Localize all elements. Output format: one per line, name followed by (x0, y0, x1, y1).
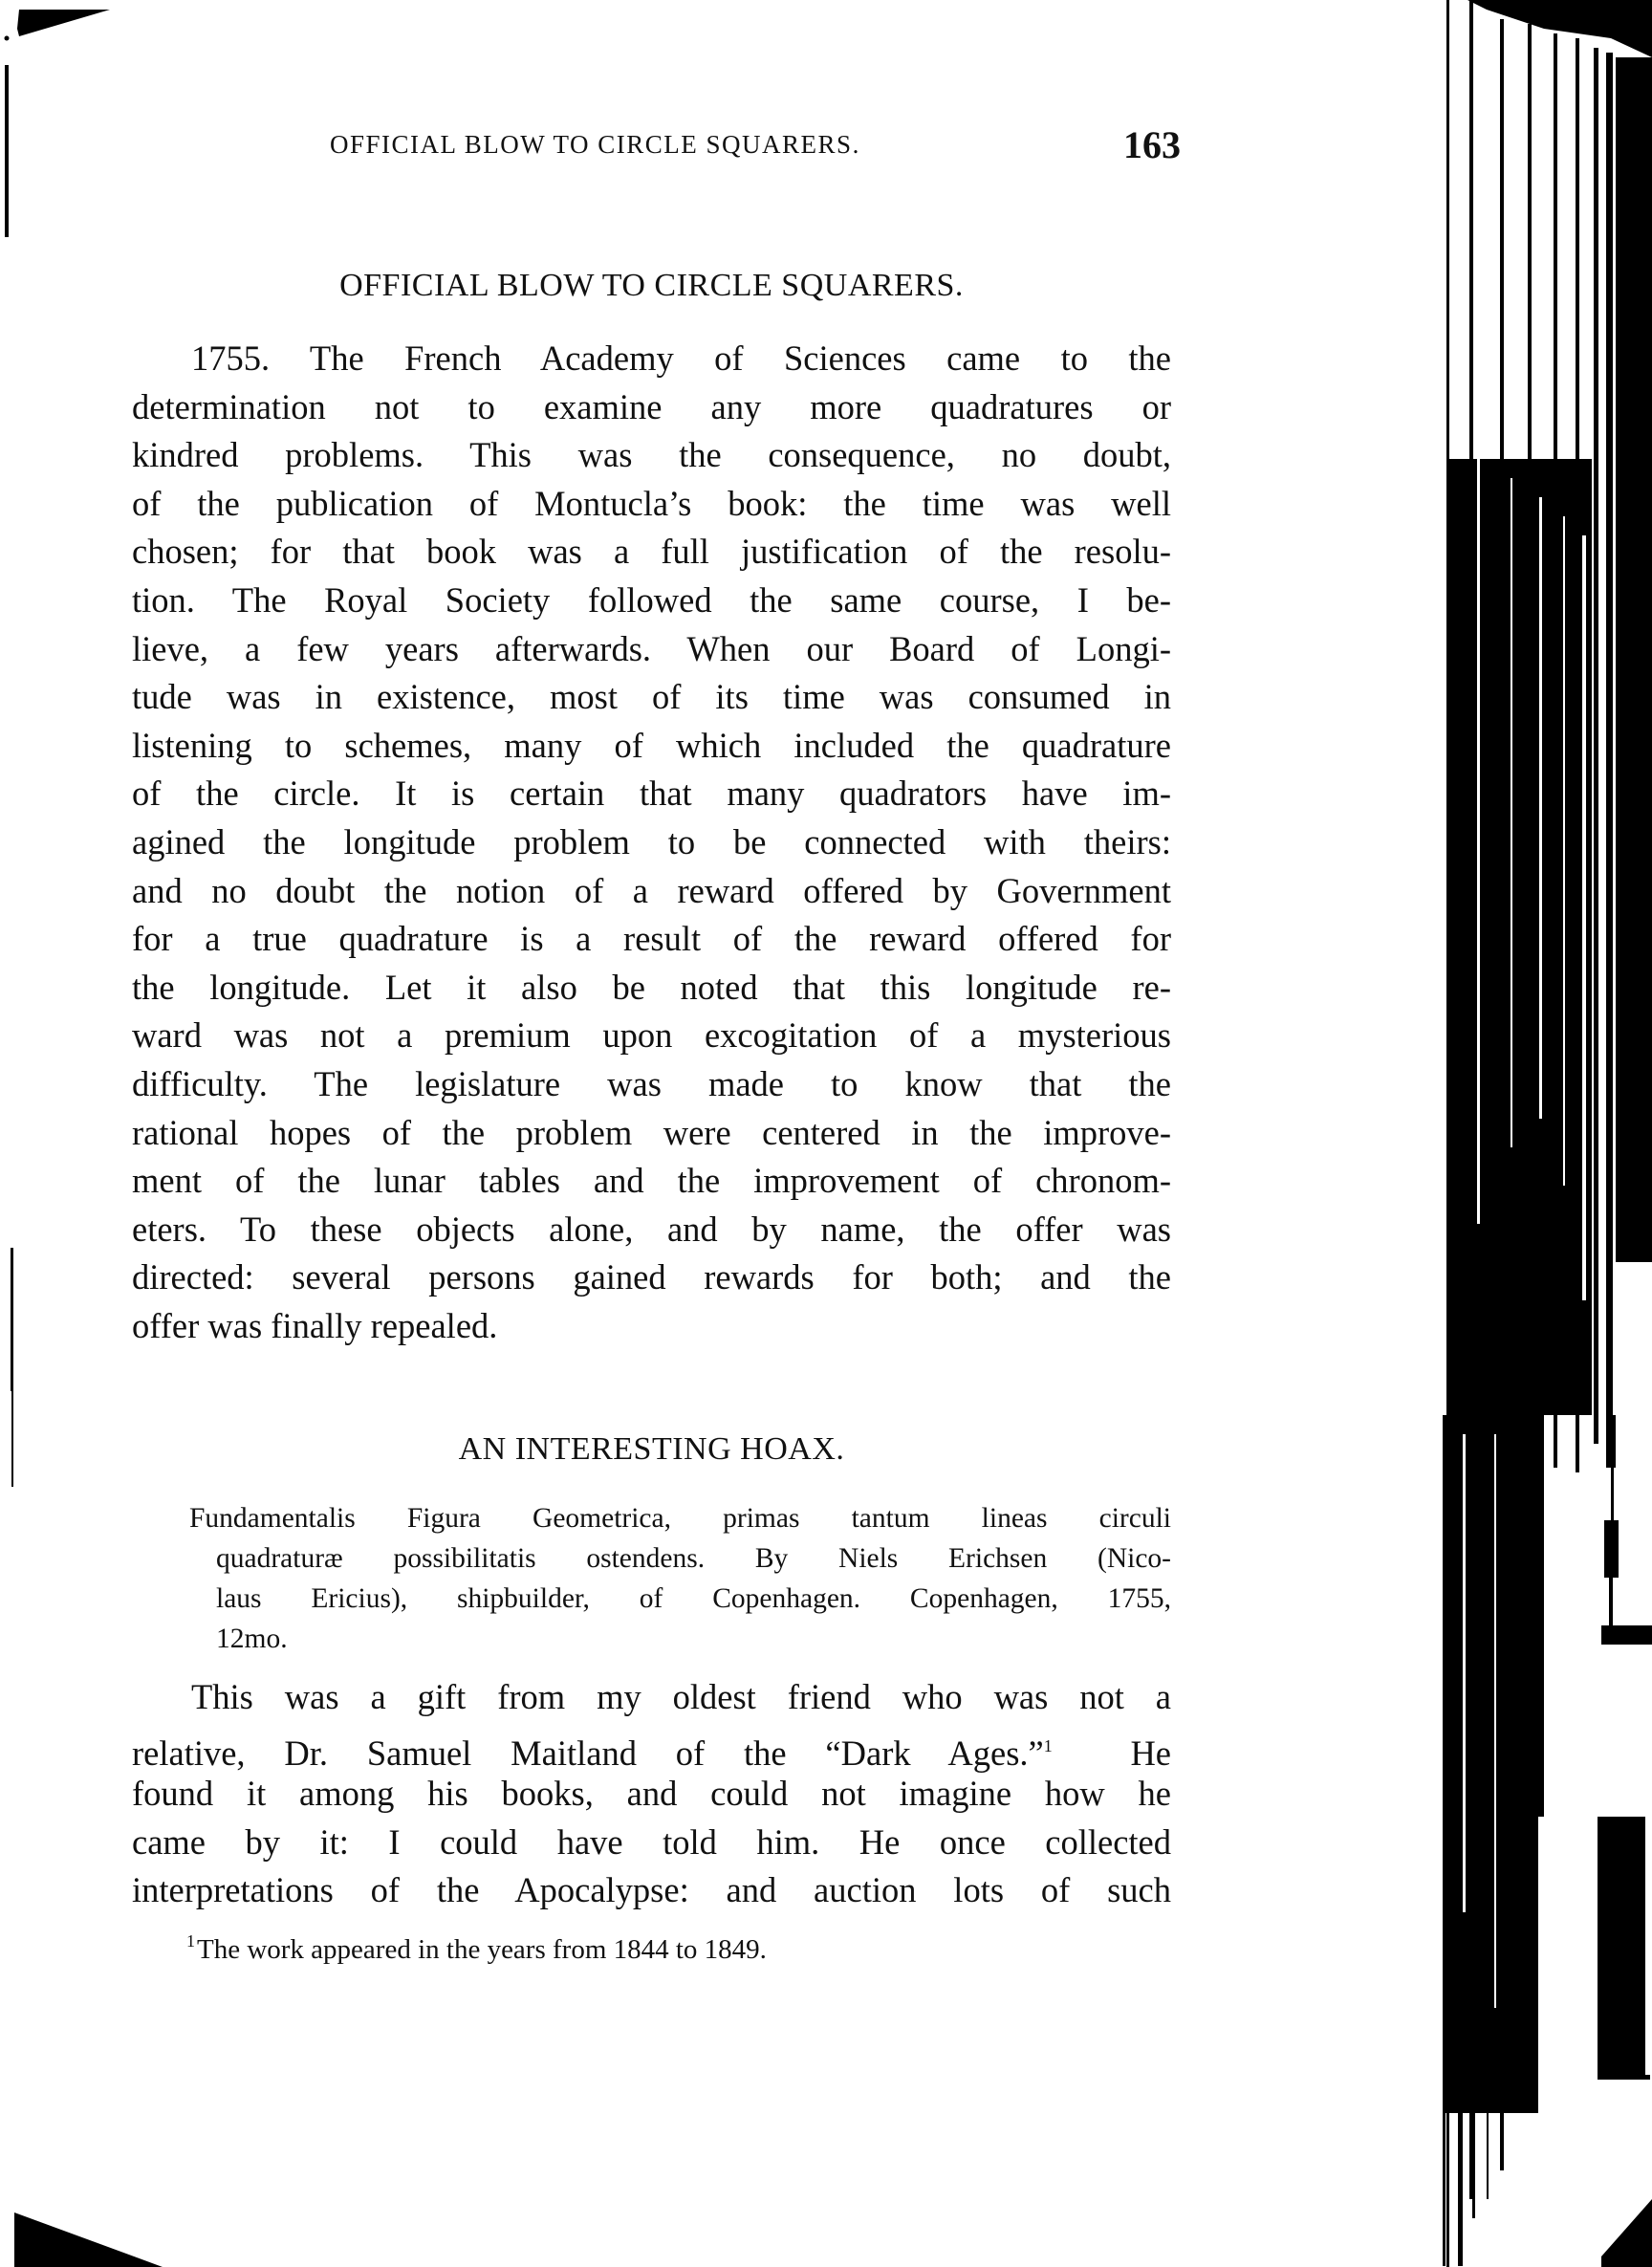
text-line: kindred problems. This was the consequence, no doubt, (132, 435, 1171, 475)
text-line: This was a gift from my oldest friend who was not a (191, 1677, 1171, 1716)
text-line: rational hopes of the problem were centered in the improve- (132, 1112, 1171, 1152)
text-line: 1755. The French Academy of Sciences came to the (191, 338, 1171, 378)
scan-left-edge-line (11, 1391, 13, 1487)
text-line: offer was finally repealed. (132, 1305, 498, 1345)
text-line: tion. The Royal Society followed the same course, I be- (132, 579, 1171, 620)
text-line: interpretations of the Apocalypse: and auction lots of such (132, 1870, 1171, 1910)
text-line: the longitude. Let it also be noted that this longitude re- (132, 967, 1171, 1007)
footnote-text: The work appeared in the years from 1844 to 1849. (197, 1934, 767, 1965)
biblio-line: 12mo. (216, 1624, 288, 1654)
text-line: ward was not a premium upon excogitation of a mysterious (132, 1015, 1171, 1056)
section-title: AN INTERESTING HOAX. (458, 1431, 845, 1467)
section-title: OFFICIAL BLOW TO CIRCLE SQUARERS. (339, 268, 964, 303)
text-line: came by it: I could have told him. He once collected (132, 1821, 1171, 1862)
text-line: ment of the lunar tables and the improvement of chronom- (132, 1161, 1171, 1201)
scan-corner-bottom-left (0, 2199, 172, 2267)
scan-left-edge-line (11, 1248, 13, 1391)
body-paragraph (132, 1673, 1171, 1915)
running-head-title: OFFICIAL BLOW TO CIRCLE SQUARERS. (330, 130, 860, 159)
text-line: eters. To these objects alone, and by name, the offer was (132, 1209, 1171, 1249)
scan-left-edge-line (5, 65, 9, 237)
text-line: chosen; for that book was a full justification of the resolu- (132, 532, 1171, 572)
footnote (186, 1931, 767, 1966)
text-fragment: relative, Dr. Samuel Maitland of the “Dark Ages.” (132, 1733, 1044, 1773)
text-line: agined the longitude problem to be connected with theirs: (132, 821, 1171, 861)
page-number: 163 (1123, 123, 1181, 166)
scan-corner-top-left (0, 0, 115, 57)
page-fore-edge-stripes (1420, 0, 1652, 2267)
biblio-line: Fundamentalis Figura Geometrica, primas tantum lineas circuli (189, 1503, 1171, 1534)
text-fragment: He (1130, 1733, 1171, 1773)
text-line: for a true quadrature is a result of the reward offered for (132, 919, 1171, 959)
biblio-line: quadraturæ possibilitatis ostendens. By Niels Erichsen (Nico- (216, 1543, 1171, 1574)
running-head (330, 122, 1181, 170)
text-line: and no doubt the notion of a reward offered by Government (132, 870, 1171, 910)
text-line: directed: several persons gained rewards for both; and the (132, 1257, 1171, 1297)
footnote-reference: 1 (1043, 1735, 1053, 1755)
text-line: of the circle. It is certain that many quadrators have im- (132, 774, 1171, 814)
text-line: determination not to examine any more quadratures or (132, 386, 1171, 426)
text-line: found it among his books, and could not imagine how he (132, 1774, 1171, 1814)
text-line: listening to schemes, many of which included the quadrature (132, 725, 1171, 765)
text-line: lieve, a few years afterwards. When our Board of Longi- (132, 628, 1171, 668)
biblio-line: laus Ericius), shipbuilder, of Copenhagen. Copenhagen, 1755, (216, 1583, 1171, 1614)
text-line: of the publication of Montucla’s book: the time was well (132, 483, 1171, 523)
text-line: tude was in existence, most of its time was consumed in (132, 677, 1171, 717)
text-line: difficulty. The legislature was made to know that the (132, 1063, 1171, 1103)
bibliographic-entry (189, 1498, 1171, 1659)
footnote-marker: 1 (186, 1931, 195, 1951)
text-line (132, 1722, 1171, 1771)
body-paragraph (132, 335, 1171, 1350)
